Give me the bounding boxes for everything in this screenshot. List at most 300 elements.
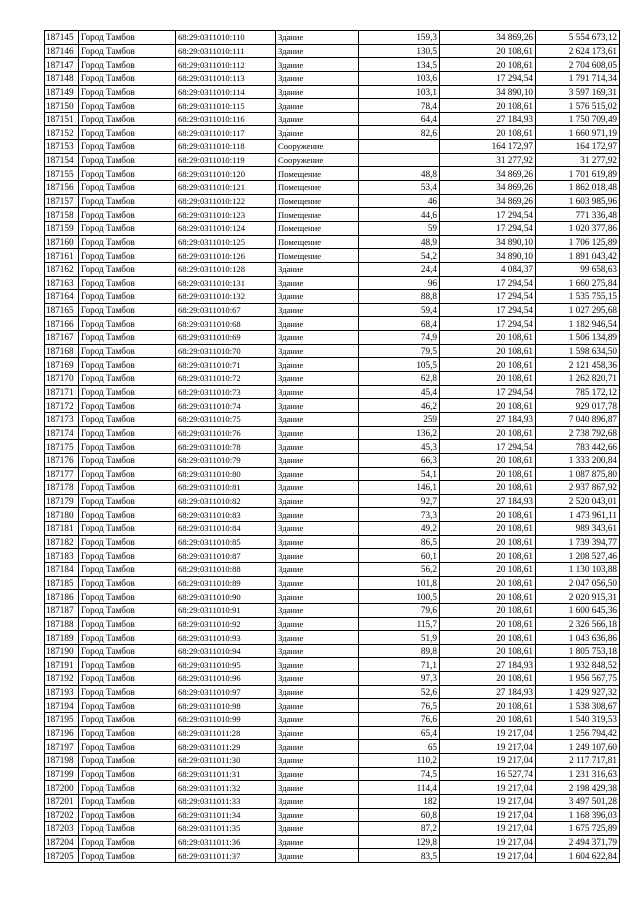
municipality-cell: Город Тамбов — [79, 303, 176, 317]
table-row — [45, 99, 620, 113]
cadastral-number-cell: 68:29:0311010:79 — [176, 453, 276, 467]
table-row — [45, 562, 620, 576]
row-number: 187154 — [45, 153, 79, 167]
specific-value-cell: 17 294,54 — [440, 317, 536, 331]
row-number: 187149 — [45, 85, 79, 99]
cadastral-value-cell: 1 750 709,49 — [536, 112, 620, 126]
object-type-cell: Здание — [276, 644, 359, 658]
object-type-cell: Здание — [276, 658, 359, 672]
municipality-cell: Город Тамбов — [79, 249, 176, 263]
cadastral-number-cell: 68:29:0311011:33 — [176, 794, 276, 808]
area-cell: 86,5 — [359, 535, 440, 549]
area-cell: 73,3 — [359, 508, 440, 522]
table-row — [45, 740, 620, 754]
cadastral-value-cell: 2 020 915,31 — [536, 590, 620, 604]
table-row — [45, 535, 620, 549]
row-number: 187179 — [45, 494, 79, 508]
cadastral-value-cell: 7 040 896,87 — [536, 412, 620, 426]
area-cell — [359, 140, 440, 154]
table-row — [45, 440, 620, 454]
table-row — [45, 713, 620, 727]
row-number: 187189 — [45, 631, 79, 645]
object-type-cell: Помещение — [276, 181, 359, 195]
table-row — [45, 603, 620, 617]
cadastral-number-cell: 68:29:0311010:70 — [176, 344, 276, 358]
area-cell: 59 — [359, 221, 440, 235]
cadastral-value-cell: 783 442,66 — [536, 440, 620, 454]
object-type-cell: Здание — [276, 822, 359, 836]
cadastral-value-cell: 164 172,97 — [536, 140, 620, 154]
municipality-cell: Город Тамбов — [79, 481, 176, 495]
cadastral-value-cell: 929 017,78 — [536, 399, 620, 413]
row-number: 187158 — [45, 208, 79, 222]
row-number: 187181 — [45, 522, 79, 536]
area-cell: 44,6 — [359, 208, 440, 222]
row-number: 187188 — [45, 617, 79, 631]
table-row — [45, 126, 620, 140]
cadastral-number-cell: 68:29:0311010:80 — [176, 467, 276, 481]
area-cell: 92,7 — [359, 494, 440, 508]
cadastral-number-cell: 68:29:0311010:91 — [176, 603, 276, 617]
specific-value-cell: 20 108,61 — [440, 631, 536, 645]
cadastral-value-cell: 1 208 527,46 — [536, 549, 620, 563]
table-row — [45, 344, 620, 358]
cadastral-number-cell: 68:29:0311010:111 — [176, 44, 276, 58]
cadastral-value-cell: 1 231 316,63 — [536, 767, 620, 781]
object-type-cell: Здание — [276, 590, 359, 604]
municipality-cell: Город Тамбов — [79, 31, 176, 45]
cadastral-number-cell: 68:29:0311010:126 — [176, 249, 276, 263]
object-type-cell: Здание — [276, 290, 359, 304]
cadastral-number-cell: 68:29:0311010:90 — [176, 590, 276, 604]
row-number: 187169 — [45, 358, 79, 372]
municipality-cell: Город Тамбов — [79, 140, 176, 154]
municipality-cell: Город Тамбов — [79, 699, 176, 713]
row-number: 187185 — [45, 576, 79, 590]
specific-value-cell: 19 217,04 — [440, 808, 536, 822]
area-cell: 66,3 — [359, 453, 440, 467]
table-row — [45, 262, 620, 276]
specific-value-cell: 19 217,04 — [440, 753, 536, 767]
area-cell: 101,8 — [359, 576, 440, 590]
object-type-cell: Здание — [276, 740, 359, 754]
cadastral-number-cell: 68:29:0311010:75 — [176, 412, 276, 426]
row-number: 187161 — [45, 249, 79, 263]
area-cell: 46,2 — [359, 399, 440, 413]
row-number: 187202 — [45, 808, 79, 822]
municipality-cell: Город Тамбов — [79, 167, 176, 181]
area-cell: 87,2 — [359, 822, 440, 836]
municipality-cell: Город Тамбов — [79, 412, 176, 426]
object-type-cell: Здание — [276, 481, 359, 495]
cadastral-number-cell: 68:29:0311010:81 — [176, 481, 276, 495]
object-type-cell: Здание — [276, 426, 359, 440]
municipality-cell: Город Тамбов — [79, 331, 176, 345]
municipality-cell: Город Тамбов — [79, 753, 176, 767]
cadastral-value-cell: 989 343,61 — [536, 522, 620, 536]
area-cell: 53,4 — [359, 181, 440, 195]
table-row — [45, 290, 620, 304]
cadastral-value-cell: 1 256 794,42 — [536, 726, 620, 740]
object-type-cell: Здание — [276, 767, 359, 781]
area-cell: 78,4 — [359, 99, 440, 113]
cadastral-value-cell: 1 701 619,89 — [536, 167, 620, 181]
municipality-cell: Город Тамбов — [79, 603, 176, 617]
cadastral-value-cell: 1 087 875,80 — [536, 467, 620, 481]
cadastral-value-cell: 1 891 043,42 — [536, 249, 620, 263]
row-number: 187195 — [45, 713, 79, 727]
municipality-cell: Город Тамбов — [79, 426, 176, 440]
cadastral-value-cell: 1 506 134,89 — [536, 331, 620, 345]
table-row — [45, 303, 620, 317]
row-number: 187159 — [45, 221, 79, 235]
object-type-cell: Здание — [276, 126, 359, 140]
specific-value-cell: 27 184,93 — [440, 658, 536, 672]
cadastral-number-cell: 68:29:0311010:118 — [176, 140, 276, 154]
object-type-cell: Здание — [276, 71, 359, 85]
cadastral-value-cell: 1 604 622,84 — [536, 849, 620, 863]
table-row — [45, 153, 620, 167]
table-row — [45, 167, 620, 181]
row-number: 187182 — [45, 535, 79, 549]
specific-value-cell: 34 890,10 — [440, 235, 536, 249]
row-number: 187147 — [45, 58, 79, 72]
table-row — [45, 249, 620, 263]
row-number: 187201 — [45, 794, 79, 808]
table-row — [45, 631, 620, 645]
area-cell: 79,5 — [359, 344, 440, 358]
municipality-cell: Город Тамбов — [79, 399, 176, 413]
municipality-cell: Город Тамбов — [79, 658, 176, 672]
municipality-cell: Город Тамбов — [79, 794, 176, 808]
municipality-cell: Город Тамбов — [79, 58, 176, 72]
cadastral-value-cell: 1 932 848,52 — [536, 658, 620, 672]
municipality-cell: Город Тамбов — [79, 535, 176, 549]
specific-value-cell: 20 108,61 — [440, 576, 536, 590]
specific-value-cell: 20 108,61 — [440, 344, 536, 358]
table-row — [45, 590, 620, 604]
area-cell: 49,2 — [359, 522, 440, 536]
row-number: 187194 — [45, 699, 79, 713]
municipality-cell: Город Тамбов — [79, 126, 176, 140]
cadastral-value-cell: 2 326 566,18 — [536, 617, 620, 631]
area-cell: 65 — [359, 740, 440, 754]
municipality-cell: Город Тамбов — [79, 290, 176, 304]
specific-value-cell: 20 108,61 — [440, 713, 536, 727]
specific-value-cell: 164 172,97 — [440, 140, 536, 154]
municipality-cell: Город Тамбов — [79, 44, 176, 58]
row-number: 187150 — [45, 99, 79, 113]
cadastral-number-cell: 68:29:0311010:74 — [176, 399, 276, 413]
cadastral-value-cell: 1 027 295,68 — [536, 303, 620, 317]
object-type-cell: Здание — [276, 753, 359, 767]
specific-value-cell: 27 184,93 — [440, 112, 536, 126]
cadastral-number-cell: 68:29:0311011:31 — [176, 767, 276, 781]
cadastral-value-cell: 1 675 725,89 — [536, 822, 620, 836]
cadastral-value-cell: 1 262 820,71 — [536, 372, 620, 386]
object-type-cell: Здание — [276, 522, 359, 536]
row-number: 187165 — [45, 303, 79, 317]
table-row — [45, 140, 620, 154]
object-type-cell: Здание — [276, 576, 359, 590]
municipality-cell: Город Тамбов — [79, 617, 176, 631]
municipality-cell: Город Тамбов — [79, 181, 176, 195]
cadastral-value-cell: 3 597 169,31 — [536, 85, 620, 99]
area-cell: 45,3 — [359, 440, 440, 454]
specific-value-cell: 20 108,61 — [440, 426, 536, 440]
row-number: 187171 — [45, 385, 79, 399]
cadastral-value-cell: 1 598 634,50 — [536, 344, 620, 358]
area-cell: 62,8 — [359, 372, 440, 386]
table-row — [45, 576, 620, 590]
cadastral-value-cell: 2 117 717,81 — [536, 753, 620, 767]
specific-value-cell: 20 108,61 — [440, 617, 536, 631]
area-cell: 130,5 — [359, 44, 440, 58]
table-row — [45, 181, 620, 195]
cadastral-number-cell: 68:29:0311010:113 — [176, 71, 276, 85]
row-number: 187203 — [45, 822, 79, 836]
municipality-cell: Город Тамбов — [79, 344, 176, 358]
row-number: 187164 — [45, 290, 79, 304]
municipality-cell: Город Тамбов — [79, 808, 176, 822]
municipality-cell: Город Тамбов — [79, 467, 176, 481]
municipality-cell: Город Тамбов — [79, 685, 176, 699]
cadastral-number-cell: 68:29:0311010:95 — [176, 658, 276, 672]
specific-value-cell: 19 217,04 — [440, 740, 536, 754]
cadastral-number-cell: 68:29:0311010:87 — [176, 549, 276, 563]
area-cell: 48,9 — [359, 235, 440, 249]
object-type-cell: Помещение — [276, 167, 359, 181]
table-row — [45, 85, 620, 99]
row-number: 187186 — [45, 590, 79, 604]
table-body — [45, 31, 620, 863]
table-row — [45, 372, 620, 386]
row-number: 187153 — [45, 140, 79, 154]
area-cell: 115,7 — [359, 617, 440, 631]
cadastral-number-cell: 68:29:0311011:28 — [176, 726, 276, 740]
municipality-cell: Город Тамбов — [79, 672, 176, 686]
cadastral-number-cell: 68:29:0311010:119 — [176, 153, 276, 167]
table-row — [45, 808, 620, 822]
cadastral-value-cell: 31 277,92 — [536, 153, 620, 167]
specific-value-cell: 20 108,61 — [440, 603, 536, 617]
municipality-cell: Город Тамбов — [79, 644, 176, 658]
cadastral-value-cell: 2 198 429,38 — [536, 781, 620, 795]
row-number: 187155 — [45, 167, 79, 181]
cadastral-value-cell: 1 540 319,53 — [536, 713, 620, 727]
specific-value-cell: 27 184,93 — [440, 494, 536, 508]
row-number: 187175 — [45, 440, 79, 454]
cadastral-value-cell: 771 336,48 — [536, 208, 620, 222]
cadastral-number-cell: 68:29:0311010:94 — [176, 644, 276, 658]
table-row — [45, 235, 620, 249]
cadastral-number-cell: 68:29:0311011:30 — [176, 753, 276, 767]
cadastral-number-cell: 68:29:0311010:69 — [176, 331, 276, 345]
row-number: 187168 — [45, 344, 79, 358]
cadastral-number-cell: 68:29:0311011:29 — [176, 740, 276, 754]
cadastral-value-cell: 1 473 961,11 — [536, 508, 620, 522]
cadastral-number-cell: 68:29:0311010:73 — [176, 385, 276, 399]
area-cell: 76,6 — [359, 713, 440, 727]
object-type-cell: Здание — [276, 726, 359, 740]
cadastral-number-cell: 68:29:0311010:89 — [176, 576, 276, 590]
row-number: 187166 — [45, 317, 79, 331]
table-row — [45, 58, 620, 72]
area-cell: 79,6 — [359, 603, 440, 617]
table-row — [45, 753, 620, 767]
cadastral-value-cell: 1 576 515,02 — [536, 99, 620, 113]
cadastral-number-cell: 68:29:0311010:122 — [176, 194, 276, 208]
row-number: 187205 — [45, 849, 79, 863]
cadastral-value-cell: 2 047 056,50 — [536, 576, 620, 590]
municipality-cell: Город Тамбов — [79, 358, 176, 372]
object-type-cell: Здание — [276, 549, 359, 563]
table-row — [45, 835, 620, 849]
cadastral-number-cell: 68:29:0311010:72 — [176, 372, 276, 386]
area-cell: 259 — [359, 412, 440, 426]
cadastral-number-cell: 68:29:0311010:78 — [176, 440, 276, 454]
specific-value-cell: 34 869,26 — [440, 194, 536, 208]
row-number: 187173 — [45, 412, 79, 426]
cadastral-value-cell: 2 704 608,05 — [536, 58, 620, 72]
row-number: 187190 — [45, 644, 79, 658]
municipality-cell: Город Тамбов — [79, 835, 176, 849]
cadastral-number-cell: 68:29:0311010:96 — [176, 672, 276, 686]
object-type-cell: Здание — [276, 31, 359, 45]
specific-value-cell: 20 108,61 — [440, 699, 536, 713]
municipality-cell: Город Тамбов — [79, 631, 176, 645]
row-number: 187191 — [45, 658, 79, 672]
cadastral-number-cell: 68:29:0311010:85 — [176, 535, 276, 549]
table-row — [45, 672, 620, 686]
area-cell: 52,6 — [359, 685, 440, 699]
object-type-cell: Здание — [276, 112, 359, 126]
area-cell: 48,8 — [359, 167, 440, 181]
specific-value-cell: 19 217,04 — [440, 781, 536, 795]
cadastral-value-cell: 1 535 755,15 — [536, 290, 620, 304]
object-type-cell: Здание — [276, 99, 359, 113]
row-number: 187184 — [45, 562, 79, 576]
municipality-cell: Город Тамбов — [79, 85, 176, 99]
cadastral-value-cell: 1 130 103,88 — [536, 562, 620, 576]
row-number: 187180 — [45, 508, 79, 522]
specific-value-cell: 17 294,54 — [440, 303, 536, 317]
specific-value-cell: 20 108,61 — [440, 126, 536, 140]
municipality-cell: Город Тамбов — [79, 781, 176, 795]
object-type-cell: Здание — [276, 713, 359, 727]
cadastral-number-cell: 68:29:0311010:98 — [176, 699, 276, 713]
area-cell: 110,2 — [359, 753, 440, 767]
municipality-cell: Город Тамбов — [79, 71, 176, 85]
specific-value-cell: 4 084,37 — [440, 262, 536, 276]
object-type-cell: Здание — [276, 85, 359, 99]
object-type-cell: Здание — [276, 849, 359, 863]
cadastral-value-cell: 1 791 714,34 — [536, 71, 620, 85]
specific-value-cell: 34 890,10 — [440, 85, 536, 99]
cadastral-number-cell: 68:29:0311010:97 — [176, 685, 276, 699]
cadastral-number-cell: 68:29:0311010:99 — [176, 713, 276, 727]
cadastral-value-cell: 2 520 043,01 — [536, 494, 620, 508]
cadastral-number-cell: 68:29:0311010:68 — [176, 317, 276, 331]
cadastral-number-cell: 68:29:0311010:131 — [176, 276, 276, 290]
object-type-cell: Помещение — [276, 208, 359, 222]
cadastral-value-cell: 1 706 125,89 — [536, 235, 620, 249]
specific-value-cell: 20 108,61 — [440, 99, 536, 113]
table-row — [45, 822, 620, 836]
row-number: 187197 — [45, 740, 79, 754]
object-type-cell: Здание — [276, 440, 359, 454]
area-cell: 88,8 — [359, 290, 440, 304]
cadastral-value-cell: 1 600 645,36 — [536, 603, 620, 617]
area-cell: 74,5 — [359, 767, 440, 781]
table-row — [45, 699, 620, 713]
row-number: 187145 — [45, 31, 79, 45]
area-cell: 46 — [359, 194, 440, 208]
cadastral-number-cell: 68:29:0311011:34 — [176, 808, 276, 822]
specific-value-cell: 20 108,61 — [440, 590, 536, 604]
table-row — [45, 658, 620, 672]
specific-value-cell: 19 217,04 — [440, 849, 536, 863]
cadastral-value-cell: 1 603 985,96 — [536, 194, 620, 208]
row-number: 187157 — [45, 194, 79, 208]
specific-value-cell: 17 294,54 — [440, 71, 536, 85]
object-type-cell: Здание — [276, 494, 359, 508]
object-type-cell: Здание — [276, 467, 359, 481]
object-type-cell: Здание — [276, 276, 359, 290]
object-type-cell: Здание — [276, 303, 359, 317]
cadastral-number-cell: 68:29:0311010:117 — [176, 126, 276, 140]
row-number: 187170 — [45, 372, 79, 386]
object-type-cell: Здание — [276, 58, 359, 72]
area-cell: 100,5 — [359, 590, 440, 604]
row-number: 187167 — [45, 331, 79, 345]
municipality-cell: Город Тамбов — [79, 453, 176, 467]
municipality-cell: Город Тамбов — [79, 740, 176, 754]
row-number: 187160 — [45, 235, 79, 249]
municipality-cell: Город Тамбов — [79, 767, 176, 781]
municipality-cell: Город Тамбов — [79, 262, 176, 276]
municipality-cell: Город Тамбов — [79, 372, 176, 386]
municipality-cell: Город Тамбов — [79, 726, 176, 740]
specific-value-cell: 19 217,04 — [440, 835, 536, 849]
cadastral-value-cell: 3 497 501,28 — [536, 794, 620, 808]
object-type-cell: Здание — [276, 781, 359, 795]
object-type-cell: Помещение — [276, 221, 359, 235]
cadastral-value-cell: 785 172,12 — [536, 385, 620, 399]
area-cell: 54,2 — [359, 249, 440, 263]
row-number: 187152 — [45, 126, 79, 140]
area-cell: 56,2 — [359, 562, 440, 576]
table-row — [45, 494, 620, 508]
cadastral-number-cell: 68:29:0311011:32 — [176, 781, 276, 795]
object-type-cell: Здание — [276, 344, 359, 358]
municipality-cell: Город Тамбов — [79, 508, 176, 522]
specific-value-cell: 20 108,61 — [440, 331, 536, 345]
area-cell: 51,9 — [359, 631, 440, 645]
area-cell: 182 — [359, 794, 440, 808]
cadastral-value-cell: 1 020 377,86 — [536, 221, 620, 235]
cadastral-value-cell: 1 168 396,03 — [536, 808, 620, 822]
cadastral-number-cell: 68:29:0311010:114 — [176, 85, 276, 99]
cadastral-value-cell: 1 429 927,32 — [536, 685, 620, 699]
specific-value-cell: 20 108,61 — [440, 535, 536, 549]
cadastral-number-cell: 68:29:0311010:67 — [176, 303, 276, 317]
area-cell: 103,6 — [359, 71, 440, 85]
cadastral-number-cell: 68:29:0311010:121 — [176, 181, 276, 195]
cadastral-number-cell: 68:29:0311010:84 — [176, 522, 276, 536]
area-cell: 136,2 — [359, 426, 440, 440]
municipality-cell: Город Тамбов — [79, 112, 176, 126]
